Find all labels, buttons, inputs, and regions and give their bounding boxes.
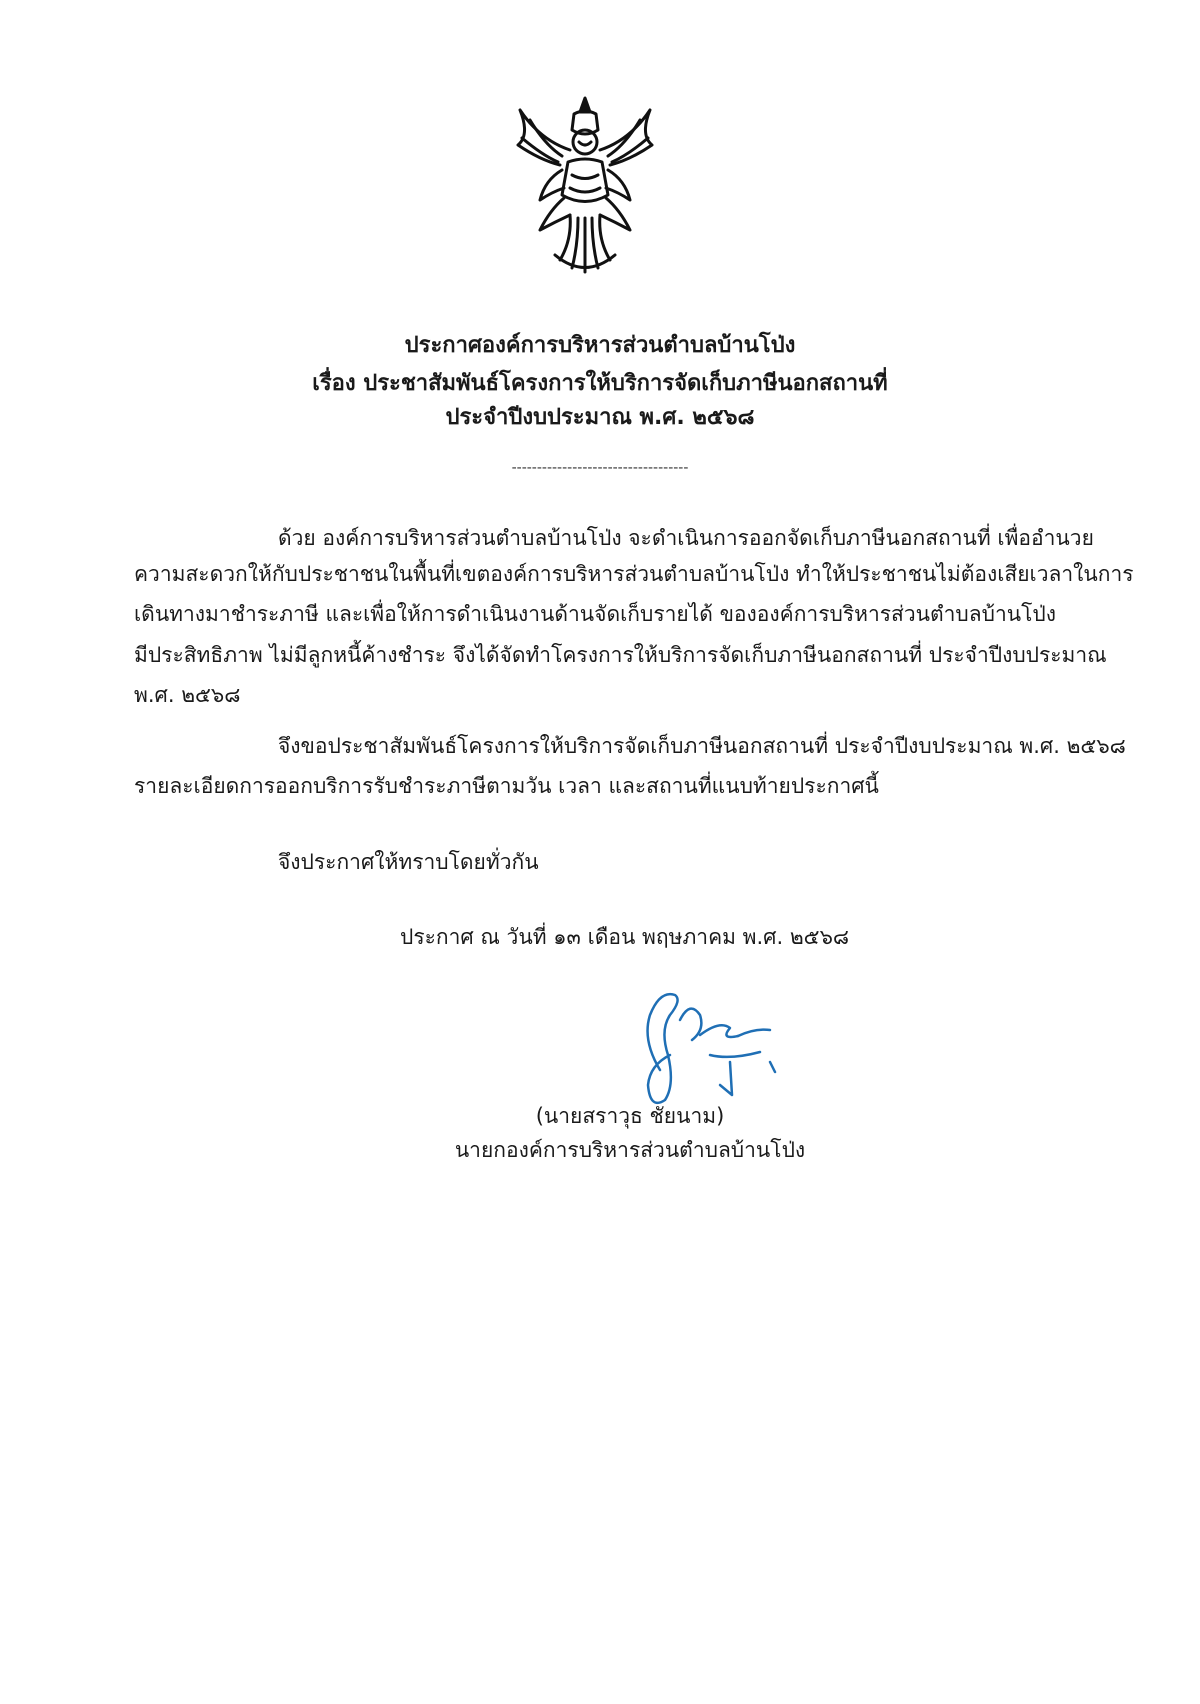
paragraph-1-line-4: มีประสิทธิภาพ ไม่มีลูกหนี้ค้างชำระ จึงได้จัดทำโครงการให้บริการจัดเก็บภาษีนอกสถานที่ ประจำปีงบประมาณ xyxy=(134,643,1107,667)
signer-title: นายกองค์การบริหารส่วนตำบลบ้านโป่ง xyxy=(454,1138,806,1162)
signer-name: (นายสราวุธ ชัยนาม) xyxy=(535,1104,725,1128)
paragraph-2-line-1: จึงขอประชาสัมพันธ์โครงการให้บริการจัดเก็บภาษีนอกสถานที่ ประจำปีงบประมาณ พ.ศ. ๒๕๖๘ xyxy=(278,734,1126,758)
closing-statement: จึงประกาศให้ทราบโดยทั่วกัน xyxy=(278,850,539,874)
announcement-date: ประกาศ ณ วันที่ ๑๓ เดือน พฤษภาคม พ.ศ. ๒๕๖๘ xyxy=(400,925,850,949)
paragraph-1-line-5: พ.ศ. ๒๕๖๘ xyxy=(134,683,241,707)
handwritten-signature xyxy=(620,960,790,1110)
paragraph-2-line-2: รายละเอียดการออกบริการรับชำระภาษีตามวัน เวลา และสถานที่แนบท้ายประกาศนี้ xyxy=(134,774,879,798)
announcement-subject: เรื่อง ประชาสัมพันธ์โครงการให้บริการจัดเก็บภาษีนอกสถานที่ xyxy=(312,371,888,396)
header-divider: ----------------------------------- xyxy=(511,460,689,476)
garuda-emblem-icon xyxy=(500,90,670,280)
paragraph-1-line-2: ความสะดวกให้กับประชาชนในพื้นที่เขตองค์การบริหารส่วนตำบลบ้านโป่ง ทำให้ประชาชนไม่ต้องเสียเวลาในการ xyxy=(134,562,1134,586)
announcement-title: ประกาศองค์การบริหารส่วนตำบลบ้านโป่ง xyxy=(404,333,796,358)
paragraph-1-line-1: ด้วย องค์การบริหารส่วนตำบลบ้านโป่ง จะดำเนินการออกจัดเก็บภาษีนอกสถานที่ เพื่ออำนวย xyxy=(278,526,1094,550)
announcement-fiscal-year: ประจำปีงบประมาณ พ.ศ. ๒๕๖๘ xyxy=(445,405,755,430)
paragraph-1-line-3: เดินทางมาชำระภาษี และเพื่อให้การดำเนินงานด้านจัดเก็บรายได้ ขององค์การบริหารส่วนตำบลบ้านโป่ง xyxy=(134,602,1056,626)
